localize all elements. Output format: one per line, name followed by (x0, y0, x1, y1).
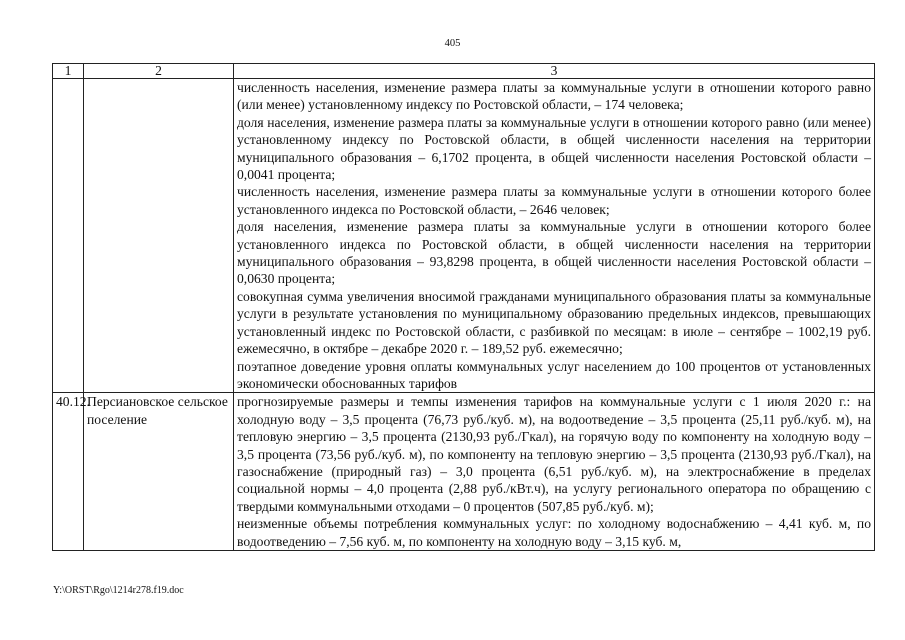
row-content (234, 393, 875, 551)
header-col-2: 2 (84, 64, 234, 79)
paragraph: прогнозируемые размеры и темпы изменения тарифов на коммунальные услуги с 1 июля 2020 г.: на холодную воду – 3,5 процента (76,73 руб./куб. м), на водоотведение – 3,5 процента (25,11 руб./куб. м), на тепловую энергию – 3,5 процента (2130,93 руб./Гкал), на горячую воду по компоненту на холодную воду – 3,5 процента (73,56 руб./куб. м), по компоненту на тепловую энергию – 3,5 процента (2130,93 руб./Гкал), на газоснабжение (природный газ) – 3,0 процента (6,51 руб./куб. м), на электроснабжение в пределах социальной нормы – 4,0 процента (2,88 руб./кВт.ч), на услугу регионального оператора по обращению с твердыми коммунальными отходами – 0 процентов (507,85 руб./куб. м); (237, 394, 871, 514)
municipality-name: Персиановское сельское поселение (84, 393, 234, 551)
header-col-3: 3 (234, 64, 875, 79)
row-number (53, 79, 84, 393)
page-number: 405 (444, 38, 461, 49)
paragraph: численность населения, изменение размера платы за коммунальные услуги в отношении которого равно (или менее) установленному индексу по Ростовской области, – 174 человека; (237, 80, 871, 113)
table-header-row (53, 64, 875, 79)
table-row (53, 393, 875, 551)
municipality-name (84, 79, 234, 393)
row-content (234, 79, 875, 393)
paragraph: совокупная сумма увеличения вносимой гражданами муниципального образования платы за коммунальные услуги в результате установления по муниципальному образованию предельных индексов, превышающих установленный индекс по Ростовской области, с разбивкой по месяцам: в июле – сентябре – 1002,19 руб. ежемесячно, в октябре – декабре 2020 г. – 189,52 руб. ежемесячно; (237, 288, 871, 357)
paragraph: неизменные объемы потребления коммунальных услуг: по холодному водоснабжению – 4,41 куб. м, по водоотведению – 7,56 куб. м, по компоненту на холодную воду – 3,15 куб. м, (237, 516, 871, 549)
paragraph: поэтапное доведение уровня оплаты коммунальных услуг населением до 100 процентов от установленных экономически обоснованных тарифов (237, 358, 871, 391)
paragraph: численность населения, изменение размера платы за коммунальные услуги в отношении которого более установленного индекса по Ростовской области, – 2646 человек; (237, 184, 871, 217)
row-number: 40.12. (53, 393, 84, 551)
paragraph: доля населения, изменение размера платы за коммунальные услуги в отношении которого равно (или менее) установленному индексу по Ростовской области, в общей численности населения на территории муниципального образования – 6,1702 процента, в общей численности населения Ростовской области – 0,0041 процента; (237, 114, 871, 183)
table-row (53, 79, 875, 393)
footer-file-path: Y:\ORST\Rgo\1214r278.f19.doc (53, 585, 184, 596)
document-table (52, 63, 875, 551)
header-col-1: 1 (53, 64, 84, 79)
paragraph: доля населения, изменение размера платы за коммунальные услуги в отношении которого более установленного индекса по Ростовской области, в общей численности населения на территории муниципального образования – 93,8298 процента, в общей численности населения Ростовской области – 0,0630 процента; (237, 219, 871, 287)
